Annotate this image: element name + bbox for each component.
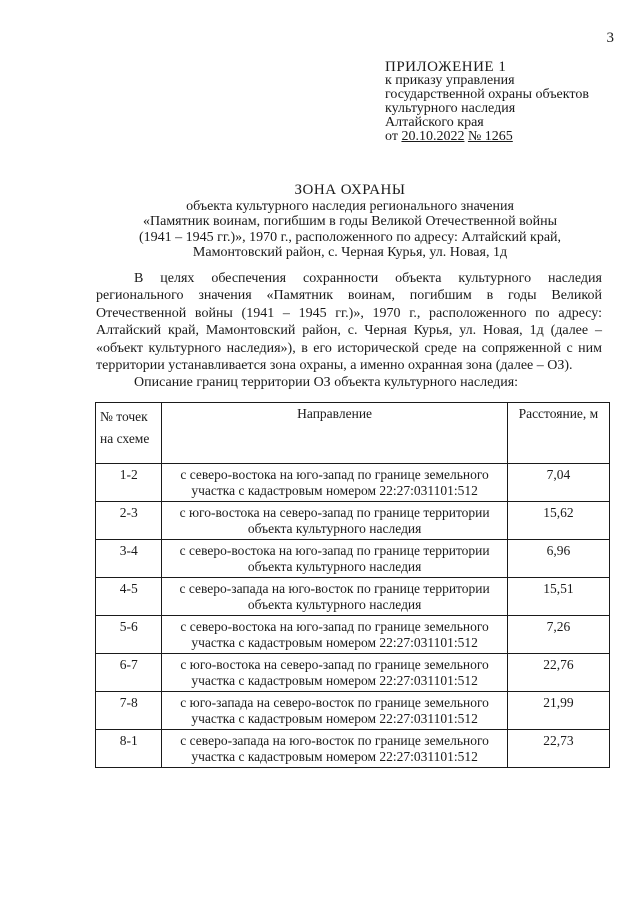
table-row [96, 654, 610, 692]
cell-direction: с северо-востока на юго-запад по границе земельного участка с кадастровым номером 22:27:031101:512 [162, 464, 507, 502]
cell-distance: 15,62 [507, 502, 609, 540]
appendix-block [385, 60, 625, 144]
cell-direction: с юго-запада на северо-восток по границе земельного участка с кадастровым номером 22:27:031101:512 [162, 692, 507, 730]
table-header-row [96, 403, 610, 464]
title-line: «Памятник воинам, погибшим в годы Великой Отечественной войны [143, 214, 557, 229]
cell-direction: с северо-востока на юго-запад по границе территории объекта культурного наследия [162, 540, 507, 578]
cell-direction: с юго-востока на северо-запад по границе территории объекта культурного наследия [162, 502, 507, 540]
cell-direction: с северо-востока на юго-запад по границе земельного участка с кадастровым номером 22:27:031101:512 [162, 616, 507, 654]
table-row [96, 692, 610, 730]
cell-distance: 15,51 [507, 578, 609, 616]
page-number: 3 [606, 30, 614, 46]
table-row [96, 464, 610, 502]
appendix-line: Алтайского края [385, 115, 484, 130]
boundary-table [95, 402, 610, 768]
cell-direction: с северо-запада на юго-восток по границе земельного участка с кадастровым номером 22:27:031101:512 [162, 730, 507, 768]
table-row [96, 616, 610, 654]
cell-distance: 6,96 [507, 540, 609, 578]
title-line: объекта культурного наследия регионального значения [186, 198, 514, 214]
header-distance: Расстояние, м [507, 403, 609, 464]
title-main: ЗОНА ОХРАНЫ [294, 182, 406, 198]
intro-text [96, 270, 602, 392]
cell-distance: 22,73 [507, 730, 609, 768]
cell-distance: 21,99 [507, 692, 609, 730]
cell-direction: с северо-запада на юго-восток по границе территории объекта культурного наследия [162, 578, 507, 616]
cell-distance: 7,26 [507, 616, 609, 654]
table-row [96, 730, 610, 768]
table-row [96, 540, 610, 578]
cell-points: 7-8 [96, 692, 162, 730]
boundary-description: Описание границ территории ОЗ объекта культурного наследия: [134, 375, 519, 391]
document-title [80, 183, 620, 261]
order-date: 20.10.2022 [401, 129, 465, 144]
cell-points: 6-7 [96, 654, 162, 692]
cell-distance: 22,76 [507, 654, 609, 692]
cell-points: 2-3 [96, 502, 162, 540]
title-line: Мамонтовский район, с. Черная Курья, ул. Новая, 1д [192, 245, 508, 260]
table-row [96, 578, 610, 616]
cell-points: 4-5 [96, 578, 162, 616]
header-points: № точек на схеме [96, 403, 162, 464]
cell-points: 1-2 [96, 464, 162, 502]
intro-paragraph: В целях обеспечения сохранности объекта культурного наследия регионального значения «Памятник воинам, погибшим в годы Великой Отечественной войны (1941 – 1945 гг.)», 1970 г., расположенного по адресу: Алтайский край, Мамонтовский район, с. Черная Курья, ул. Новая, 1д (далее – «объект культурного наследия»), в его исторической среде на сопряженной с ним территории устанавливается зона охраны, а именно охранная зона (далее – ОЗ). [96, 271, 602, 374]
table-row [96, 502, 610, 540]
order-prefix: от [385, 129, 402, 144]
order-number: № 1265 [467, 129, 513, 144]
cell-distance: 7,04 [507, 464, 609, 502]
title-line: (1941 – 1945 гг.)», 1970 г., расположенного по адресу: Алтайский край, [138, 229, 562, 245]
appendix-title: ПРИЛОЖЕНИЕ 1 [385, 59, 507, 75]
header-direction: Направление [162, 403, 507, 464]
order-line [385, 130, 625, 144]
cell-direction: с юго-востока на северо-запад по границе земельного участка с кадастровым номером 22:27:031101:512 [162, 654, 507, 692]
appendix-line: государственной охраны объектов [385, 87, 589, 102]
cell-points: 3-4 [96, 540, 162, 578]
appendix-line: культурного наследия [385, 101, 516, 116]
appendix-line: к приказу управления [385, 73, 515, 88]
cell-points: 8-1 [96, 730, 162, 768]
cell-points: 5-6 [96, 616, 162, 654]
